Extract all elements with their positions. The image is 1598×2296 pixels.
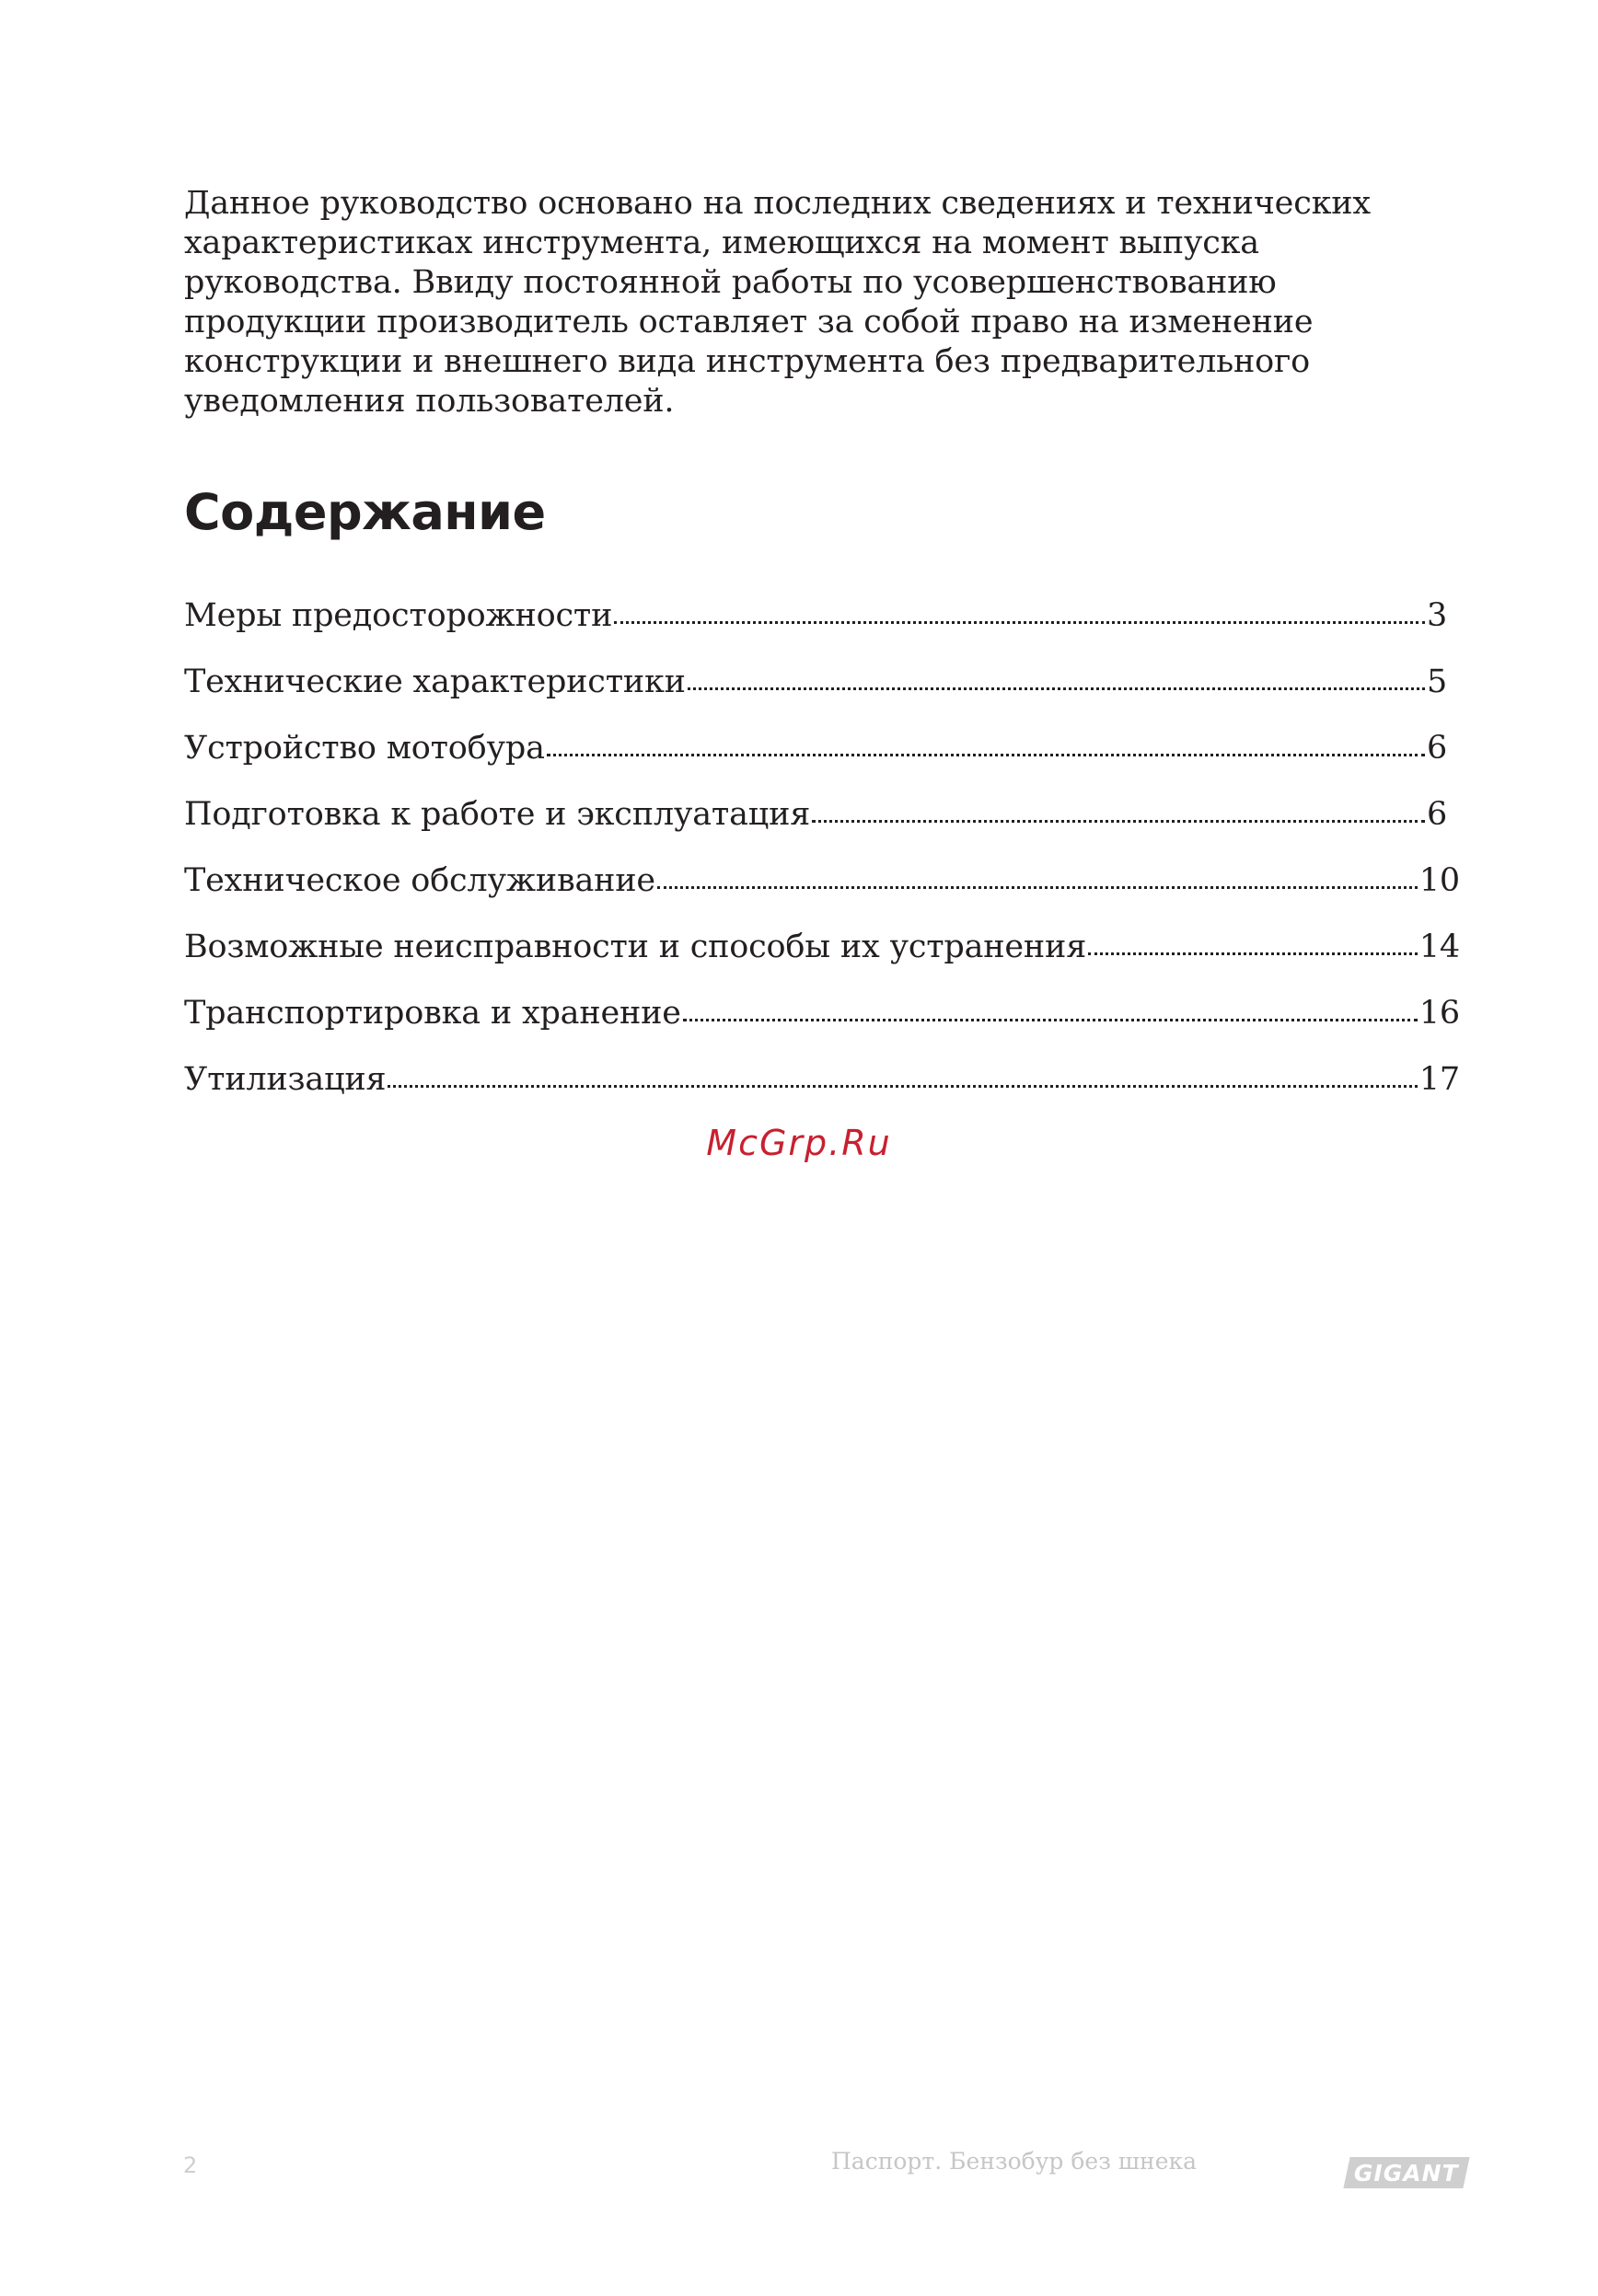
toc-leader-dots	[657, 886, 1418, 889]
toc-leader-dots	[688, 687, 1425, 690]
footer-document-title: Паспорт. Бензобур без шнека	[831, 2148, 1198, 2175]
toc-leader-dots	[547, 754, 1425, 756]
brand-logo	[1343, 2157, 1469, 2188]
toc-leader-dots	[1088, 952, 1418, 955]
table-of-contents	[184, 589, 1460, 1119]
brand-logo-text: GIGANT	[1354, 2159, 1459, 2186]
toc-item-device[interactable]	[184, 721, 1460, 788]
toc-item-label: Устройство мотобура	[184, 730, 545, 767]
toc-title: Содержание	[184, 483, 546, 541]
toc-item-label: Возможные неисправности и способы их устранения	[184, 929, 1087, 965]
watermark-link[interactable]: McGrp.Ru	[706, 1123, 892, 1163]
toc-leader-dots	[683, 1019, 1418, 1021]
toc-item-page: 5	[1427, 663, 1448, 700]
toc-item-page: 6	[1427, 730, 1448, 767]
toc-item-page: 10	[1419, 862, 1460, 899]
toc-item-label: Техническое обслуживание	[184, 862, 655, 899]
toc-item-troubleshooting[interactable]	[184, 920, 1460, 986]
toc-item-label: Меры предосторожности	[184, 597, 613, 634]
toc-item-precautions[interactable]	[184, 589, 1460, 655]
toc-item-page: 3	[1427, 597, 1448, 634]
toc-item-label: Транспортировка и хранение	[184, 995, 681, 1032]
toc-item-transport[interactable]	[184, 986, 1460, 1053]
footer-page-number: 2	[183, 2152, 198, 2178]
toc-item-preparation[interactable]	[184, 788, 1460, 854]
toc-item-page: 16	[1419, 995, 1460, 1032]
intro-paragraph: Данное руководство основано на последних сведениях и технических характеристиках инструмента, имеющихся на момент выпуска руководства. Ввиду постоянной работы по усовершенствованию продукции производитель оставляет за собой право на изменение конструкции и внешнего вида инструмента без предварительного уведомления пользователей.	[184, 185, 1371, 420]
toc-item-specifications[interactable]	[184, 655, 1460, 721]
toc-leader-dots	[812, 820, 1425, 823]
toc-leader-dots	[388, 1085, 1417, 1088]
toc-item-page: 14	[1419, 929, 1460, 965]
toc-item-page: 6	[1427, 796, 1448, 833]
toc-item-label: Утилизация	[184, 1061, 387, 1098]
toc-leader-dots	[614, 621, 1425, 624]
toc-item-disposal[interactable]	[184, 1053, 1460, 1119]
toc-item-maintenance[interactable]	[184, 854, 1460, 920]
toc-item-page: 17	[1419, 1061, 1460, 1098]
toc-item-label: Подготовка к работе и эксплуатация	[184, 796, 811, 833]
toc-item-label: Технические характеристики	[184, 663, 686, 700]
